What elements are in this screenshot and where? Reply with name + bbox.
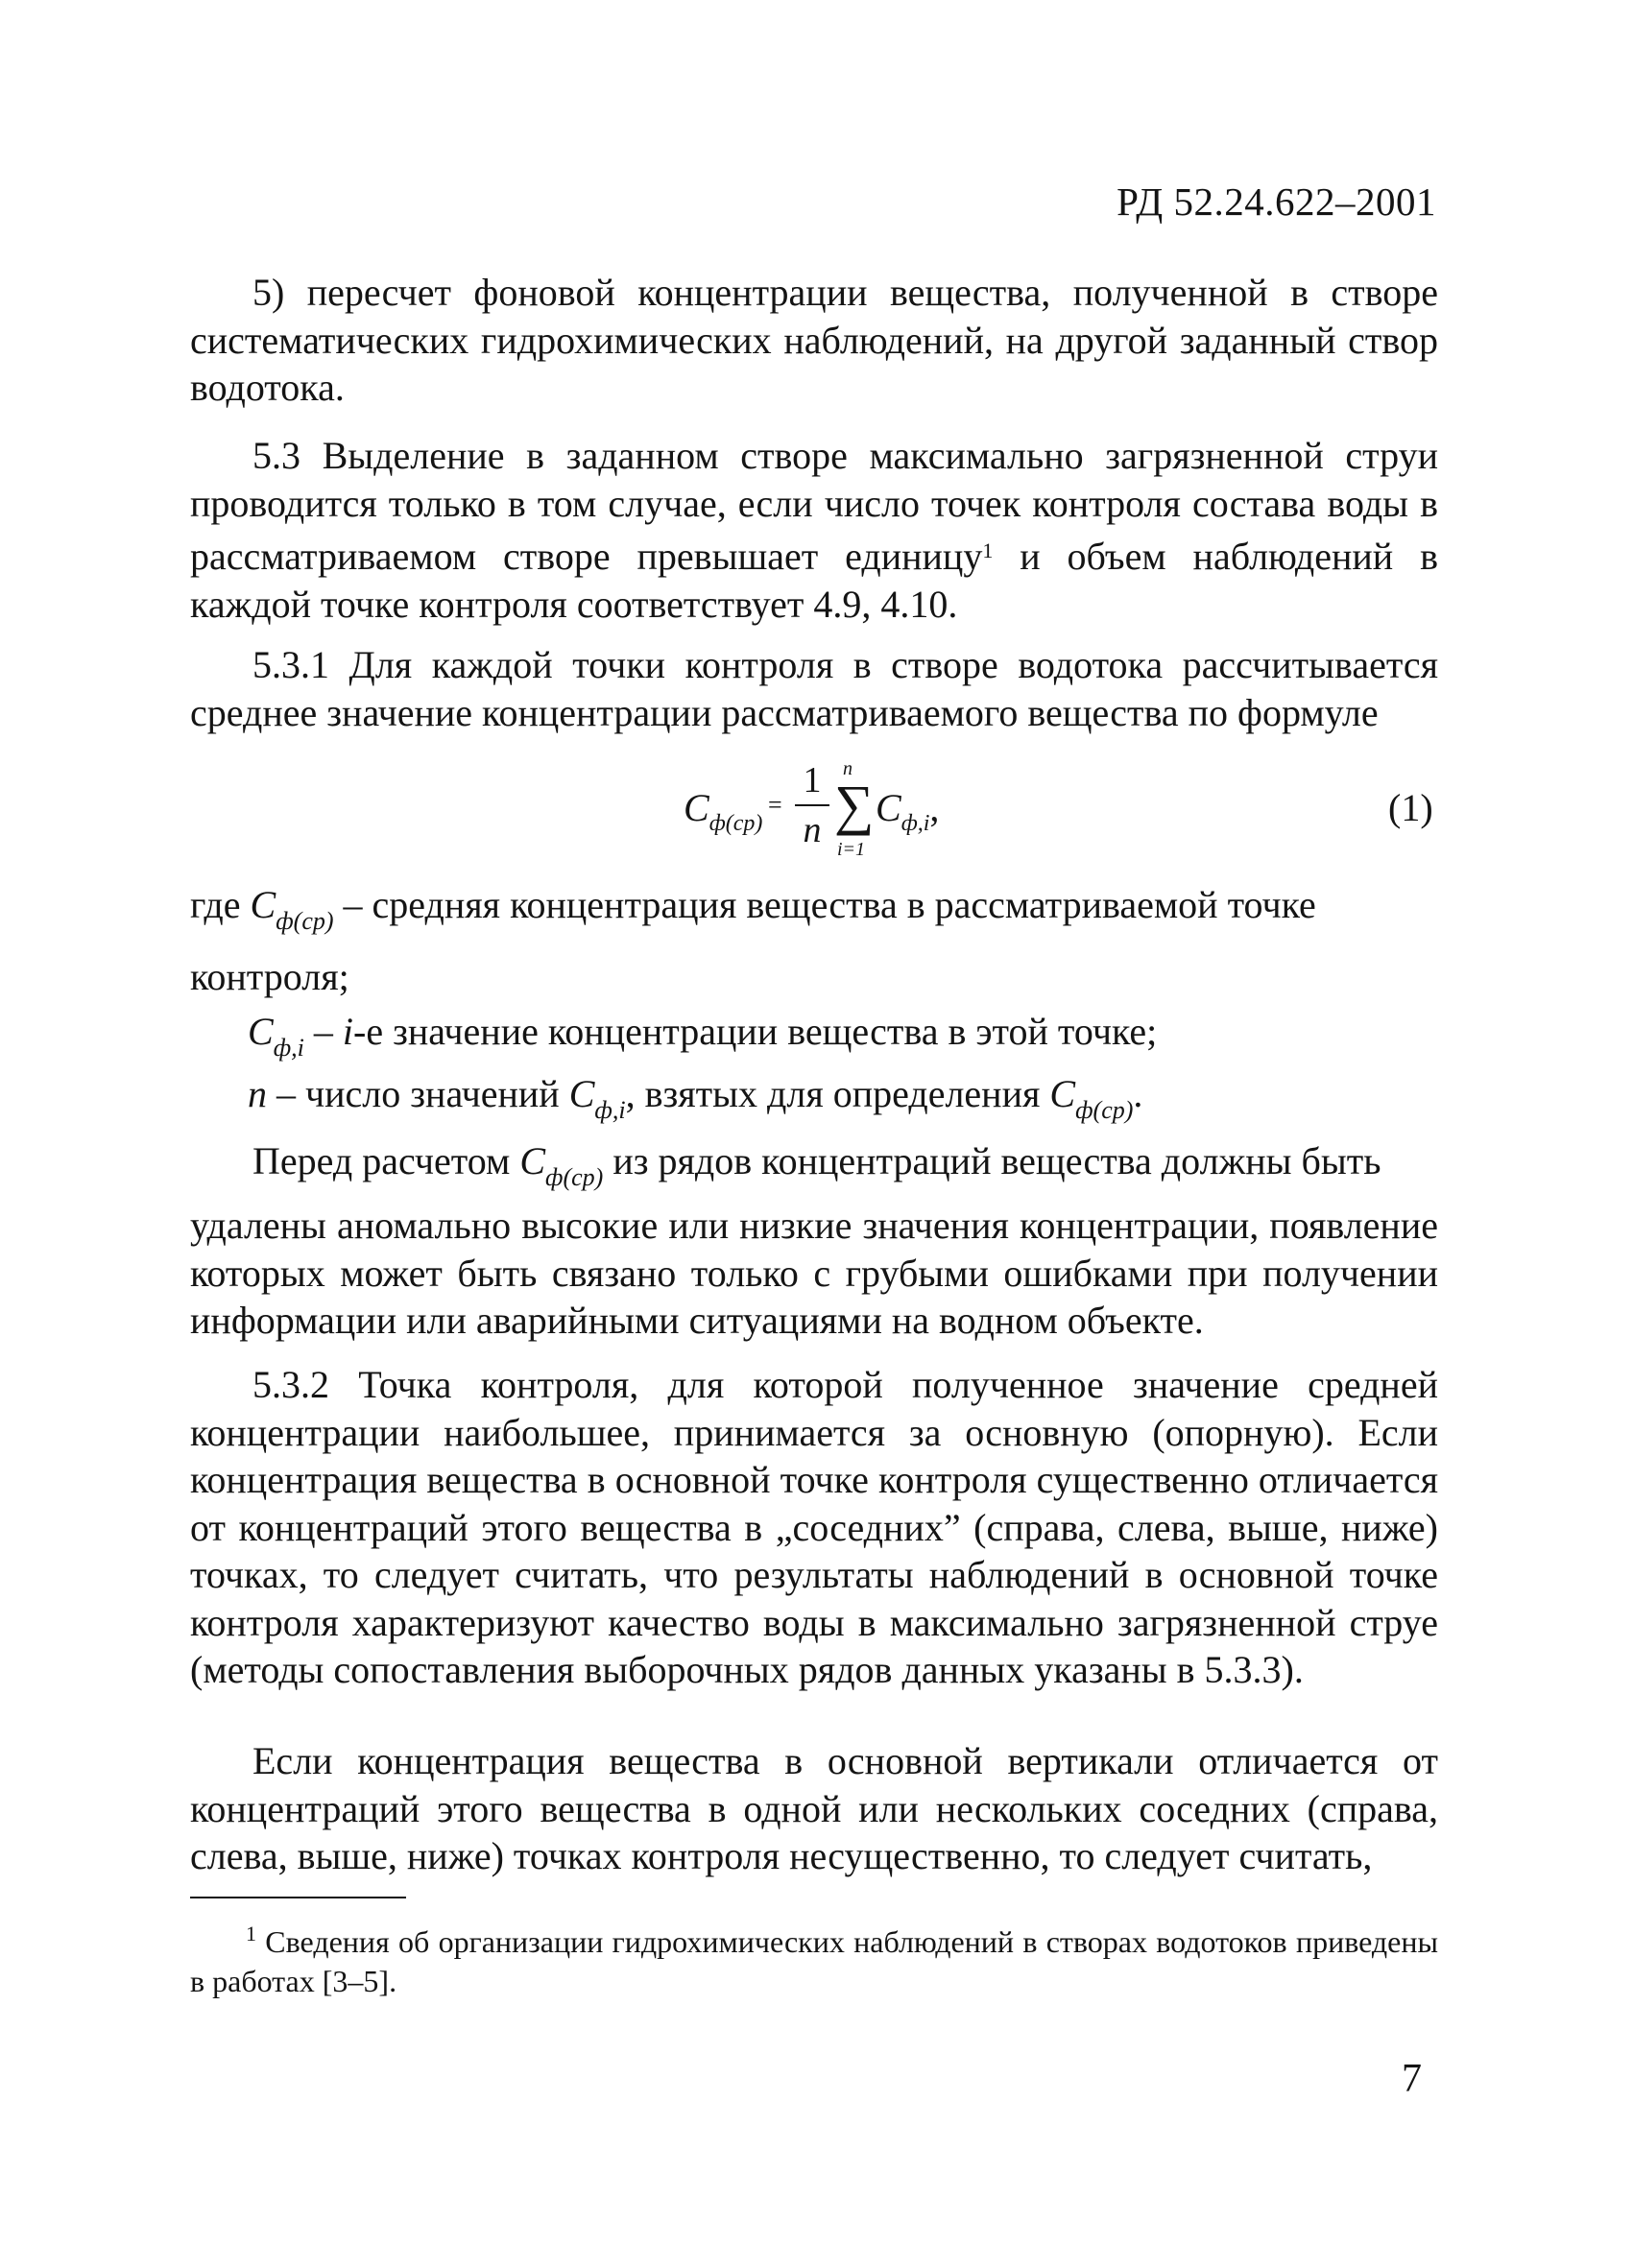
definition-n: n – число значений $C_{ф,i}$, взятых для определения $C_{ф(ср)}$. (248, 1072, 1143, 1124)
formula-rhs: $C_{ф,i}$, (876, 786, 940, 836)
formula-equals: = (768, 791, 782, 819)
paragraph-5-3-text-a: 5.3 Выделение в заданном створе максимально загрязненной струи проводится только в том случае, если число точек контроля состава воды в рассматриваемом створе превышает единицу (190, 434, 1438, 578)
document-code: РД 52.24.622–2001 (1117, 179, 1436, 224)
formula-lhs-subscript: ф(ср) (708, 811, 763, 836)
formula-fraction (795, 758, 829, 852)
sum-upper-limit: n (843, 758, 853, 779)
page-number: 7 (1402, 2057, 1422, 2101)
paragraph-5-3-2: 5.3.2 Точка контроля, для которой полученное значение средней концентрации наибольшее, принимается за основную (опорную). Если концентрация вещества в основной точке контроля существенно отличается от концентраций этого вещества в „соседних” (справа, слева, выше, ниже) точках, то следует считать, что результаты наблюдений в основной точке контроля характеризуют качество воды в максимально загрязненной струе (методы сопоставления выборочных рядов данных указаны в 5.3.3). (190, 1363, 1438, 1691)
sigma-symbol: ∑ (834, 774, 875, 836)
formula-rhs-subscript: ф,i (901, 811, 930, 836)
footnote-mark: 1 (246, 1922, 256, 1946)
formula-1 (684, 758, 1087, 873)
paragraph-outliers: удалены аномально высокие или низкие значения концентрации, появление которых может быть связано только с грубыми ошибками при получении информации или аварийными ситуациями на водном объекте. (190, 1204, 1438, 1342)
footnote-separator (190, 1897, 406, 1898)
formula-numerator: 1 (803, 760, 822, 800)
footnote-text: Сведения об организации гидрохимических наблюдений в створах водотоков приведены в работах [3–5]. (190, 1924, 1438, 1998)
paragraph-item-5: 5) пересчет фоновой концентрации вещества, полученной в створе систематических гидрохимических наблюдений, на другой заданный створ водотока. (190, 271, 1438, 409)
formula-lhs: $C_{ф(ср)}$ (684, 786, 763, 836)
paragraph-if-insignificant: Если концентрация вещества в основной вертикали отличается от концентраций этого вещества в одной или нескольких соседних (справа, слева, выше, ниже) точках контроля несущественно, то следует считать, (190, 1739, 1438, 1877)
sum-lower-limit: i=1 (837, 839, 866, 860)
definition-c-mean-continued: контроля; (190, 955, 349, 998)
footnote (190, 1914, 1438, 2001)
paragraph-5-3-1: 5.3.1 Для каждой точки контроля в створе водотока рассчитывается среднее значение концентрации рассматриваемого вещества по формуле (190, 643, 1438, 734)
equation-number: (1) (1388, 786, 1433, 829)
definition-c-mean: где $C_{ф(ср)}$ – средняя концентрация вещества в рассматриваемой точке (190, 883, 1316, 935)
paragraph-5-3 (190, 432, 1438, 628)
paragraph-before-calculation: Перед расчетом $C_{ф(ср)}$ из рядов концентраций вещества должны быть (252, 1139, 1381, 1191)
formula-denominator: n (803, 810, 822, 850)
paragraph-5-3-text-b: и объем наблюдений в каждой точке контроля соответствует 4.9, 4.10. (190, 535, 1438, 626)
footnote-reference: 1 (982, 538, 994, 562)
definition-c-i: $C_{ф,i} - i-е$ значение концентрации вещества в этой точке; (248, 1010, 1158, 1062)
fraction-bar (795, 804, 829, 806)
